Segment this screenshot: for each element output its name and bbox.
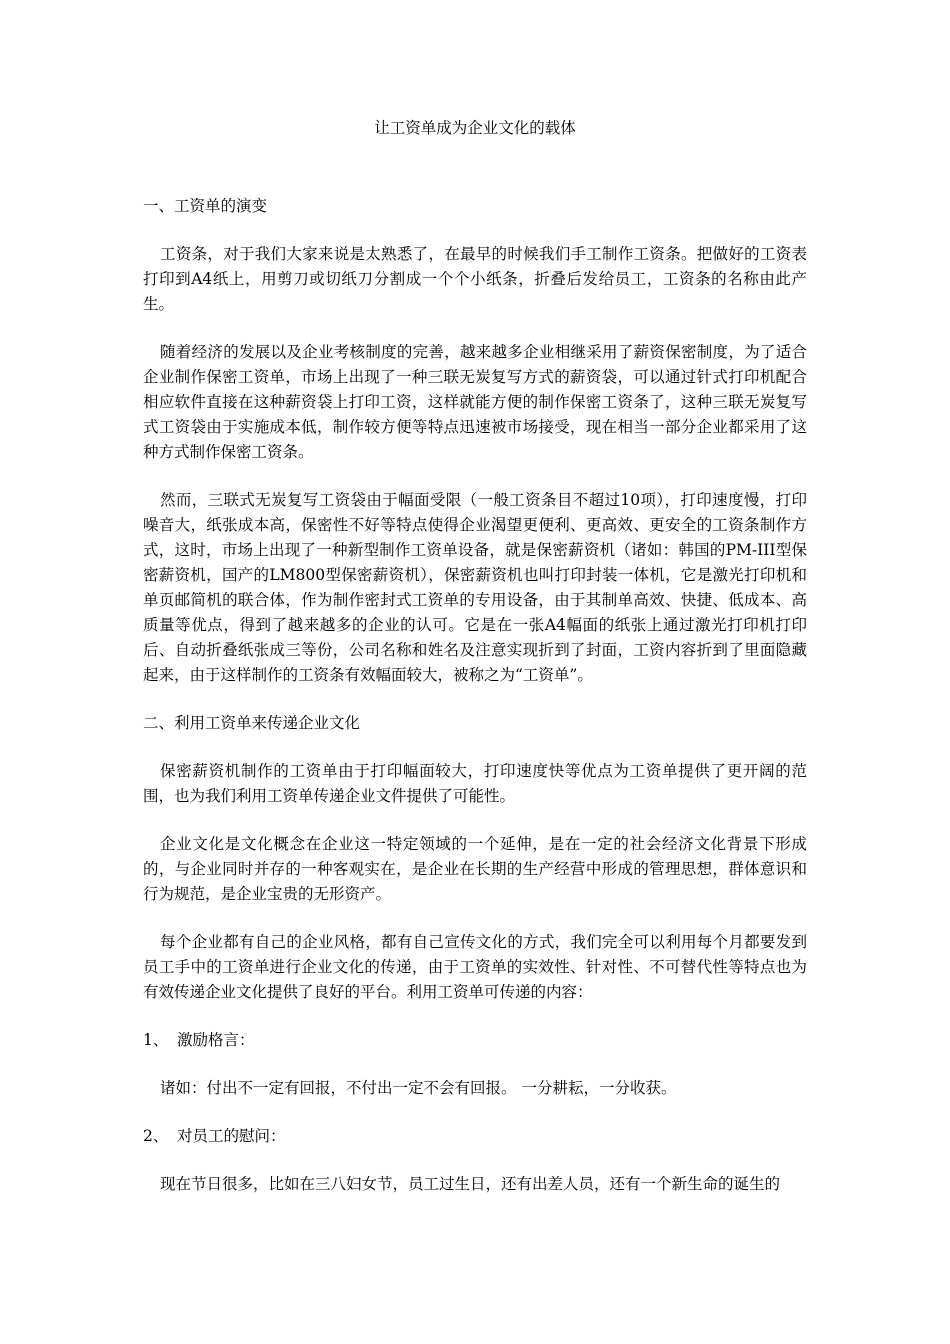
section-1-heading: 一、工资单的演变 [143, 197, 268, 215]
list-item-2-number: 2、 [143, 1127, 169, 1145]
section-2-paragraph-2: 企业文化是文化概念在企业这一特定领域的一个延伸，是在一定的社会经济文化背景下形成的，与企业同时并存的一种客观实在，是企业在长期的生产经营中形成的管理思想，群体意识和行为规范，是企业宝贵的无形资产。 [143, 835, 807, 903]
section-2-paragraph-3: 每个企业都有自己的企业风格，都有自己宣传文化的方式，我们完全可以利用每个月都要发到员工手中的工资单进行企业文化的传递，由于工资单的实效性、针对性、不可替代性等特点也为有效传递企业文化提供了良好的平台。利用工资单可传递的内容： [143, 933, 807, 1001]
section-1-paragraph-2: 随着经济的发展以及企业考核制度的完善，越来越多企业相继采用了薪资保密制度，为了适合企业制作保密工资单，市场上出现了一种三联无炭复写方式的薪资袋，可以通过针式打印机配合相应软件直接在这种薪资袋上打印工资，这样就能方便的制作保密工资条了，这种三联无炭复写式工资袋由于实施成本低，制作较方便等特点迅速被市场接受，现在相当一部分企业都采用了这种方式制作保密工资条。 [143, 343, 807, 461]
list-item-2-label: 对员工的慰问： [177, 1127, 286, 1145]
list-item-1-label: 激励格言： [177, 1031, 255, 1049]
document-title: 让工资单成为企业文化的载体 [374, 119, 576, 137]
section-1-paragraph-1: 工资条，对于我们大家来说是太熟悉了，在最早的时候我们手工制作工资条。把做好的工资表打印到A4纸上，用剪刀或切纸刀分割成一个个小纸条，折叠后发给员工，工资条的名称由此产生。 [143, 245, 807, 313]
list-item-1-heading [143, 1028, 807, 1053]
list-item-2-heading [143, 1124, 807, 1149]
section-2-heading: 二、利用工资单来传递企业文化 [143, 714, 361, 732]
list-item-2-text: 现在节日很多，比如在三八妇女节，员工过生日，还有出差人员，还有一个新生命的诞生的 [160, 1175, 781, 1193]
list-item-1-text: 诸如：付出不一定有回报，不付出一定不会有回报。 一分耕耘，一分收获。 [160, 1079, 677, 1097]
section-1-paragraph-3: 然而，三联式无炭复写工资袋由于幅面受限（一般工资条目不超过10项），打印速度慢，打印噪音大，纸张成本高，保密性不好等特点使得企业渴望更便利、更高效、更安全的工资条制作方式，这时，市场上出现了一种新型制作工资单设备，就是保密薪资机（诸如：韩国的PM-III型保密薪资机，国产的LM800型保密薪资机），保密薪资机也叫打印封装一体机，它是激光打印机和单页邮简机的联合体，作为制作密封式工资单的专用设备，由于其制单高效、快捷、低成本、高质量等优点，得到了越来越多的企业的认可。它是在一张A4幅面的纸张上通过激光打印机打印后、自动折叠纸张成三等份，公司名称和姓名及注意实现折到了封面，工资内容折到了里面隐藏起来，由于这样制作的工资条有效幅面较大，被称之为“工资单”。 [143, 491, 807, 684]
document-page [143, 116, 807, 1197]
list-item-1-number: 1、 [143, 1031, 169, 1049]
section-2-paragraph-1: 保密薪资机制作的工资单由于打印幅面较大，打印速度快等优点为工资单提供了更开阔的范围，也为我们利用工资单传递企业文件提供了可能性。 [143, 762, 807, 805]
